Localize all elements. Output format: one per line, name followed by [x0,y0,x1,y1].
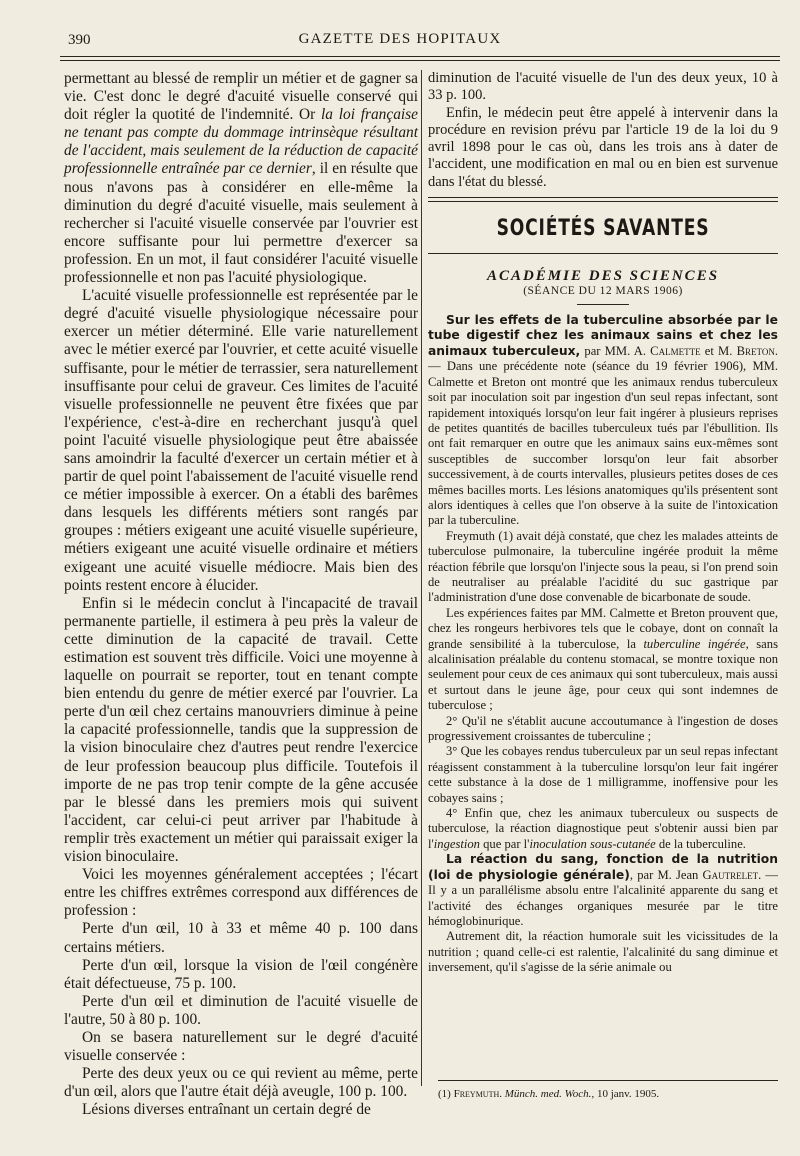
text-run: la loi française ne tenant pas compte du dommage intrinsèque résultant de l'accident, mais seulement de la réduction de capacité professionnelle entraînée par ce dernier [64,106,418,178]
section-rule [428,197,778,198]
text-run: Voici les moyennes généralement acceptées ; l'écart entre les chiffres extrêmes correspond aux différences de profession : [64,866,418,920]
report-body [428,313,778,975]
text-run: 2° Qu'il ne s'établit aucune accoutumance à l'ingestion de doses progressivement croissantes de tuberculine ; [428,713,778,744]
text-run: diminution de l'acuité visuelle de l'un des deux yeux, 10 à 33 p. 100. [428,70,778,104]
page-number: 390 [68,32,91,48]
text-run: , 10 janv. 1905. [591,1088,660,1100]
text-run: par MM. A. [580,343,651,358]
session-line: (SÉANCE DU 12 MARS 1906) [523,285,683,298]
text-run: , sans alcalinisation préalable du contenu stomacal, se montre toxique non seulement pour ceux de ces animaux qui sont tuberculeux, mais aussi et surtout dans le jeune âge, pour ceux qui sont indemnes de tuberculose ; [428,636,778,713]
text-run: On se basera naturellement sur le degré d'acuité visuelle conservée : [64,1028,418,1065]
paragraph [428,852,778,929]
paragraph [64,1029,418,1065]
text-run: Enfin si le médecin conclut à l'incapacité de travail permanente partielle, il estimera à peu près la valeur de cette diminution de la capacité de travail. Cette estimation est souvent très difficile. Voici une moyenne à laquelle on pourrait se reporter, tout en tenant compte bien entendu du genre de métier exercé par l'ouvrier. La perte d'un œil chez certains manouvriers diminue à peine la capacité professionnelle, tandis que la suppression de la vision binoculaire chez d'autres peut rendre l'exercice de leur profession beaucoup plus difficile. Toutefois il importe de ne pas trop tenir compte de la gêne accusée par le blessé dans les premiers mois qui suivent l'accident, car celui-ci peut arriver par l'habitude à remplir très exactement un métier qui paraissait exiger la vision binoculaire. [64,594,418,866]
footnote-rule [438,1080,778,1081]
left-column [64,70,418,1119]
footnote [438,1088,778,1100]
text-run: Perte des deux yeux ou ce qui revient au même, perte d'un œil, alors que l'autre était déjà aveugle, 100 p. 100. [64,1065,418,1101]
header-rule [60,56,780,57]
paragraph [428,70,778,105]
paragraph [428,105,778,191]
text-run: Enfin, le médecin peut être appelé à intervenir dans la procédure en revision prévu par l'article 19 de la loi du 9 avril 1898 pour le cas où, dans les trois ans à dater de l'accident, une modification en mal ou en bien est survenue dans l'état du blessé. [428,104,778,190]
paragraph [64,70,418,287]
header-rule-second [60,60,780,61]
text-run: L'acuité visuelle professionnelle est représentée par le degré d'acuité visuelle physiologique nécessaire pour exercer un métier déterminé. Elle varie naturellement avec le métier exercé par l'ouvrier, et cette acuité visuelle suffisante, pour le métier de terrassier, sera naturellement insuffisante pour celui de graveur. Ces limites de l'acuité visuelle professionnelle ne peuvent être fixées que par l'expérience, c'est-à-dire en recherchant jusqu'à quel point l'acuité visuelle physiologique peut être abaissée sans amoindrir la faculté d'exercer un certain métier et à partir de quel point l'abaissement de l'acuité visuelle rend ce métier impossible à exercer. On a établi des barêmes dans lesquels les différents métiers sont rangés par groupes : métiers exigeant une acuité visuelle supérieure, métiers exigeant une acuité visuelle ordinaire et métiers exigeant une acuité visuelle médiocre. Mais bien des points restent encore à élucider. [64,287,418,594]
text-run: 3° Que les cobayes rendus tuberculeux par un seul repas infectant réagissent constamment à la tuberculine lorsqu'on leur fait ingérer cette substance à la dose de 1 milligramme, inoffensive pour les cobayes sains ; [428,744,778,805]
text-run: inoculation sous-cutanée [529,836,656,851]
author-name: Freymuth [453,1088,500,1100]
text-run: ingestion [433,836,480,851]
report-heading: La réaction du sang, fonction de la nutrition (loi de physiologie générale) [428,852,778,882]
text-run: 4° Enfin que, chez les animaux tuberculeux ou suspects de tuberculose, la réaction diagnostique peut s'obtenir aussi bien par l' [428,806,778,851]
text-run: et M. [700,343,737,358]
paragraph [428,606,778,714]
column-separator [421,70,422,1086]
text-run: Münch. med. Woch. [504,1088,592,1100]
paragraph [64,993,418,1029]
text-run: . [499,1088,505,1100]
text-run: Freymuth (1) avait déjà constaté, que chez les malades atteints de tuberculose pulmonaire, la tuberculine ingérée produit la même réaction fébrile que lorsqu'on l'injecte sous la peau, si l'on prend soin de neutraliser au préalable l'acidité du suc gastrique par l'administration d'une dose convenable de bicarbonate de soude. [428,528,778,605]
text-run: . — Il y a un parallélisme absolu entre l'alcalinité apparente du sang et l'activité des échanges organiques mesurée par le titre hémoglobinurique. [428,867,778,928]
text-run: Perte d'un œil et diminution de l'acuité visuelle de l'autre, 50 à 80 p. 100. [64,992,418,1028]
text-run: que par l' [479,836,530,851]
text-run: tuberculine ingérée [643,636,746,651]
report-heading: Sur les effets de la tuberculine absorbée par le tube digestif chez les animaux sains et chez les animaux tuberculeux, [428,313,778,358]
paragraph [428,806,778,852]
text-run: Les expériences faites par MM. Calmette et Breton prouvent que, chez les rongeurs herbivores tels que le cobaye, dont on connaît la grande sensibilité à la tuberculose, la [428,605,778,651]
academy-title: ACADÉMIE DES SCIENCES [486,268,720,285]
section-title-rule [428,253,778,254]
author-name: Breton [736,343,775,358]
text-run: , il en résulte que nous n'avons pas à considérer en elle-même la diminution du degré d'acuité visuelle, mais seulement à rechercher si l'acuité visuelle conservée par l'ouvrier est encore suffisante pour lui permettre d'exercer sa profession. En un mot, il faut considérer l'acuité visuelle professionnelle et non pas l'acuité physiologique. [64,160,418,287]
author-name: Gautrelet [702,867,759,882]
short-rule [577,304,629,305]
paragraph [64,287,418,595]
text-run: Perte d'un œil, 10 à 33 et même 40 p. 100 dans certains métiers. [64,920,418,956]
paragraph [64,866,418,920]
paragraph [428,529,778,606]
text-run: Perte d'un œil, lorsque la vision de l'œil congénère était défectueuse, 75 p. 100. [64,956,418,992]
paragraph [64,1065,418,1101]
text-run: Lésions diverses entraînant un certain degré de [82,1101,371,1119]
author-name: Calmette [650,343,701,358]
paragraph [428,313,778,529]
right-top-text [428,70,778,191]
text-run: permettant au blessé de remplir un métier et de gagner sa vie. C'est donc le degré d'acuité visuelle conservé qui doit régler la quotité de l'indemnité. Or [64,70,418,124]
paragraph [428,714,778,745]
paragraph [64,920,418,956]
section-rule-second [428,201,778,202]
text-run: (1) [438,1088,454,1100]
paragraph [64,957,418,993]
section-title: SOCIÉTÉS SAVANTES [496,216,710,242]
paragraph [428,929,778,975]
running-title: GAZETTE DES HOPITAUX [298,31,502,47]
text-run: de la tuberculine. [655,836,746,851]
right-column [428,70,778,976]
text-run: . — Dans une précédente note (séance du 19 février 1906), MM. Calmette et Breton ont montré que les animaux rendus tuberculeux soit par inoculation soit par ingestion d'un seul repas infectant, sont rapidement intoxiqués lorsqu'on leur fait ingérer à plusieurs reprises de petites quantités de bacilles tuberculeux tués par l'ébullition. Ils ont fait remarquer en outre que les animaux sains eux-mêmes sont susceptibles de succomber lorsqu'on leur fait absorber successivement, à de courts intervalles, plusieurs petites doses de ces mêmes bacilles morts. Les lésions anatomiques qu'ils présentent sont alors identiques à celles que l'on observe à la suite de l'intoxication par la tuberculine. [428,343,778,528]
text-run: , par M. Jean [629,867,703,882]
paragraph [428,744,778,806]
paragraph [64,595,418,866]
paragraph [64,1101,418,1119]
text-run: Autrement dit, la réaction humorale suit les vicissitudes de la nutrition ; quand celle-ci est ralentie, l'alcalinité du sang diminue et inversement, qu'il s'agisse de la série animale ou [428,929,778,975]
